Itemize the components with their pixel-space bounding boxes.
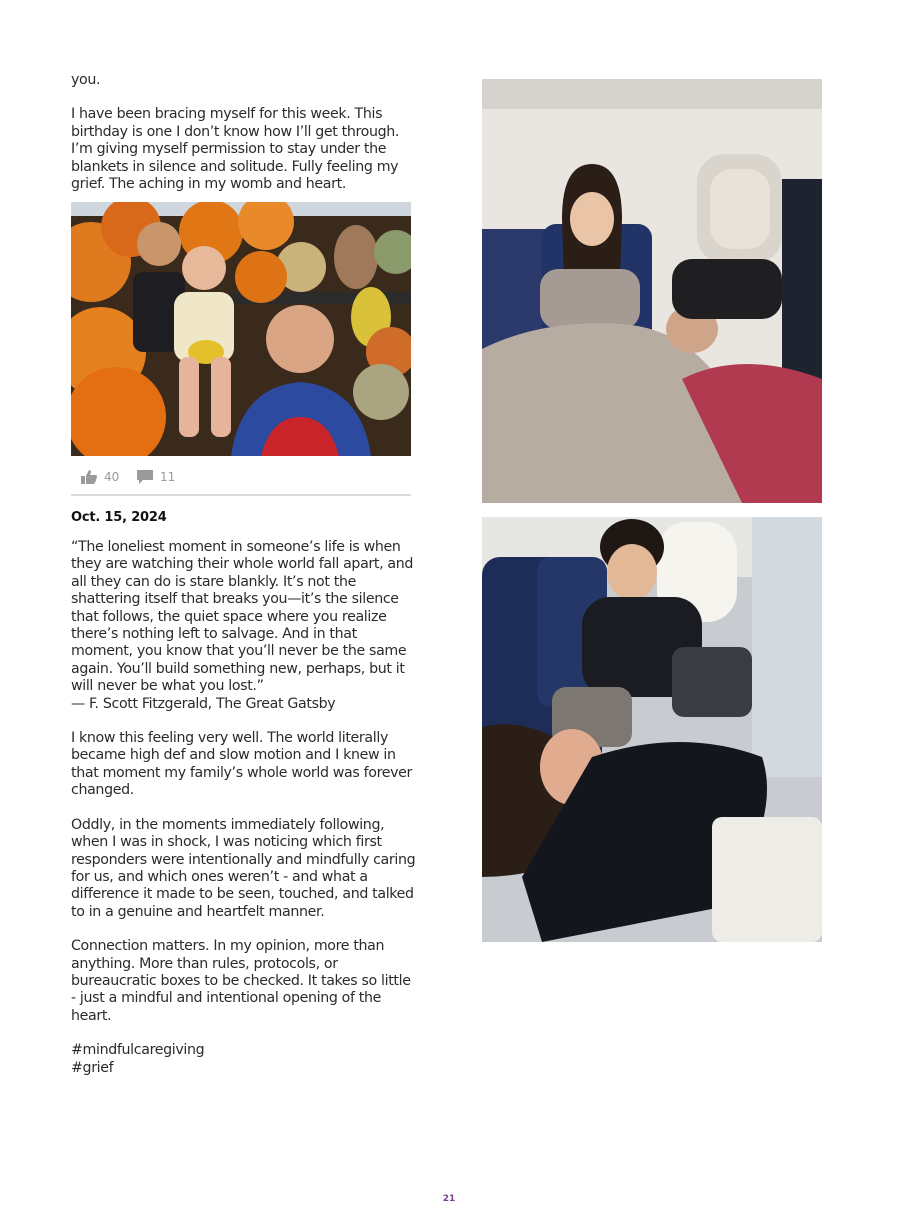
- comment-button[interactable]: [137, 470, 175, 484]
- quote-attribution: — F. Scott Fitzgerald, The Great Gatsby: [71, 695, 336, 712]
- airplane-children-photo-1: [482, 79, 822, 503]
- hashtag[interactable]: #grief: [71, 1059, 114, 1076]
- comment-count: 11: [160, 470, 176, 484]
- comment-icon: [137, 470, 153, 484]
- page-number: 21: [442, 1194, 456, 1204]
- quote-text: “The loneliest moment in someone’s life is when they are watching their whole world fall apart, and all they can do is stare blankly. It’s not the shattering itself that breaks you—it’s the silence that follows, the quiet space where you realize there’s nothing left to salvage. And in that moment, you know that you’ll never be the same again. You’ll build something new, perhaps, but it will never be what you lost.”: [71, 539, 414, 695]
- body-paragraph-1: I know this feeling very well. The world literally became high def and slow motion and I knew in that moment my family’s whole world was forever changed.: [71, 730, 413, 799]
- post-date: Oct. 15, 2024: [71, 510, 167, 525]
- pumpkin-children-photo: [71, 202, 411, 456]
- hashtag[interactable]: #mindfulcaregiving: [71, 1042, 205, 1059]
- post-body: [71, 539, 417, 1077]
- thumbs-up-icon: [81, 470, 97, 484]
- engagement-bar: [71, 462, 411, 496]
- airplane-children-photo-2: [482, 517, 822, 942]
- intro-text: [71, 72, 417, 193]
- intro-fragment: you.: [71, 72, 101, 88]
- intro-paragraph: I have been bracing myself for this week. This birthday is one I don’t know how I’ll get through. I’m giving myself permission to stay under the blankets in silence and solitude. Fully feeling my grief. The aching in my womb and heart.: [71, 106, 400, 193]
- body-paragraph-2: Oddly, in the moments immediately following, when I was in shock, I was noticing which first responders were intentionally and mindfully caring for us, and which ones weren’t - and what a difference it made to be seen, touched, and talked to in a genuine and heartfelt manner.: [71, 816, 416, 920]
- body-paragraph-3: Connection matters. In my opinion, more than anything. More than rules, protocols, or bureaucratic boxes to be checked. It takes so little - just a mindful and intentional opening of the heart.: [71, 938, 411, 1024]
- like-button[interactable]: [81, 470, 119, 484]
- like-count: 40: [104, 470, 120, 484]
